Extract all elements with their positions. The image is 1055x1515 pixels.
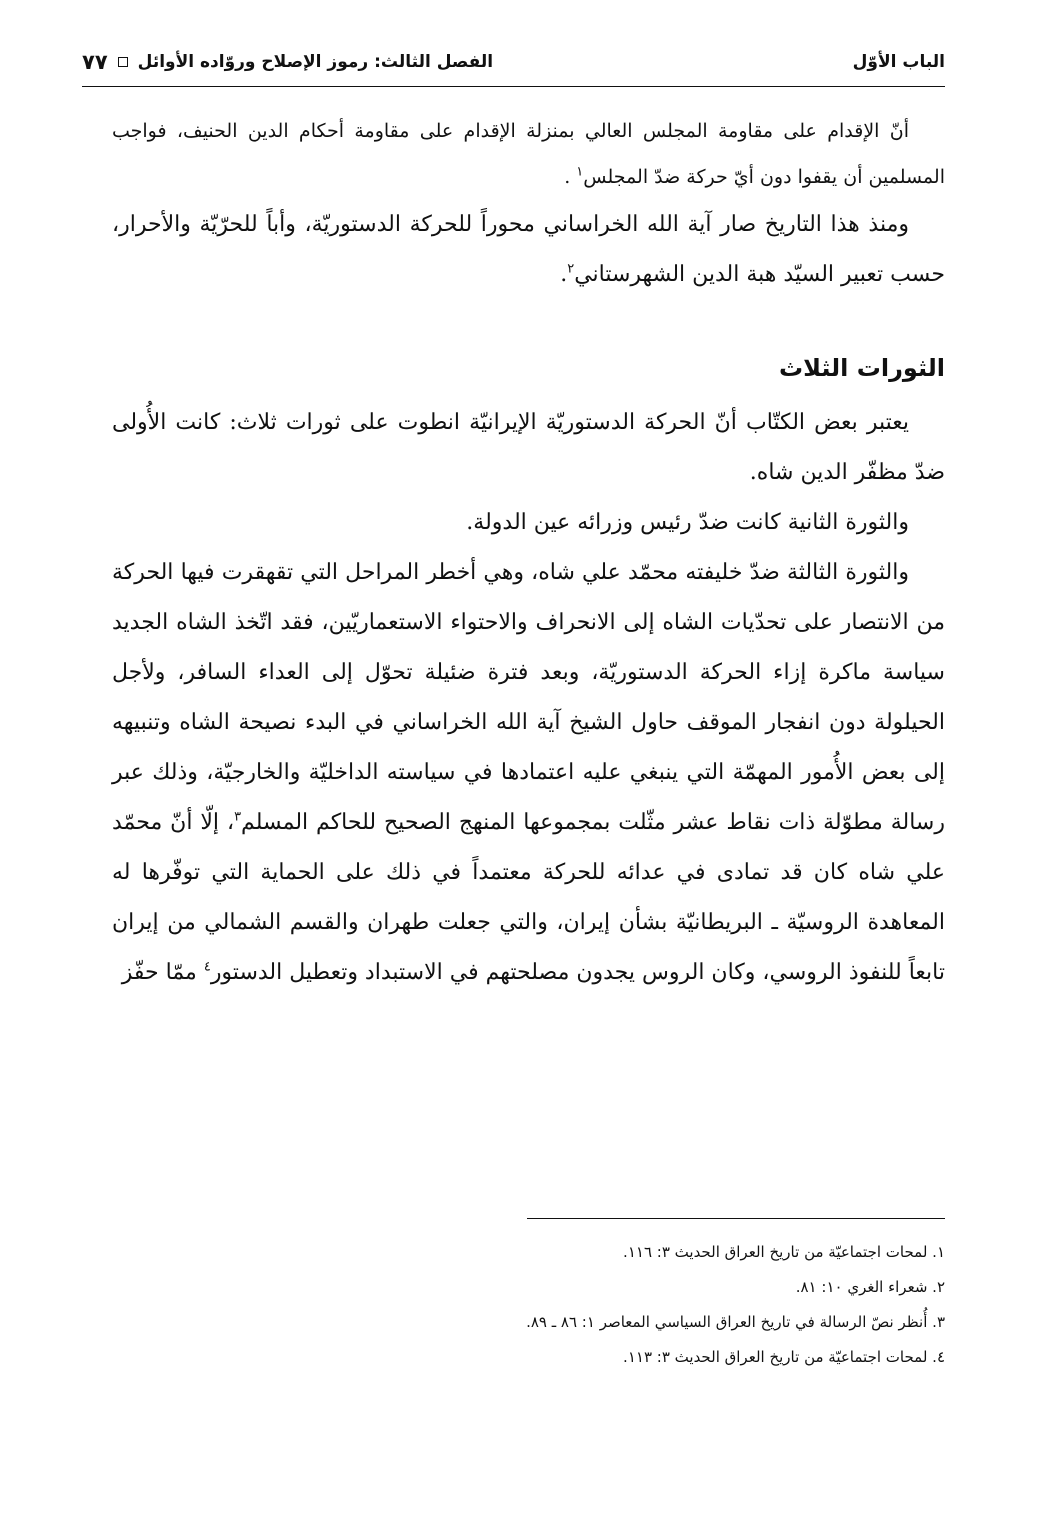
running-header (82, 44, 945, 80)
footnotes (300, 1235, 945, 1375)
main-text (112, 108, 945, 998)
paragraph-3: يعتبر بعض الكتّاب أنّ الحركة الدستوريّة الإيرانيّة انطوت على ثورات ثلاث: كانت الأُولى ضدّ مظفّر الدين شاه. (112, 410, 945, 485)
paragraph-5 (112, 548, 945, 998)
paragraph-2-end: . (560, 262, 568, 287)
page-number: ٧٧ (82, 50, 108, 74)
paragraph-1 (112, 108, 945, 200)
footnote-divider (527, 1218, 945, 1219)
footnote-3: ٣. أُنظر نصّ الرسالة في تاريخ العراق السياسي المعاصر ١: ٨٦ ـ ٨٩. (526, 1313, 945, 1331)
section-heading: الثورات الثلاث (779, 354, 945, 382)
footnote-ref-3: ٣ (234, 809, 242, 825)
part-title: الباب الأوّل (852, 52, 945, 72)
chapter-title: الفصل الثالث: رموز الإصلاح وروّاده الأوائل (137, 52, 494, 72)
footnote-2: ٢. شعراء الغري ١٠: ٨١. (795, 1278, 945, 1296)
paragraph-5-text-c: ممّا حفّز (121, 960, 204, 985)
header-chapter-group (82, 50, 493, 74)
paragraph-1-end: . (564, 166, 577, 188)
footnote-ref-2: ٢ (567, 261, 575, 277)
header-divider (82, 86, 945, 87)
paragraph-2-text: ومنذ هذا التاريخ صار آية الله الخراساني محوراً للحركة الدستوريّة، وأباً للحرّيّة والأحرار، حسب تعبير السيّد هبة الدين الشهرستاني (112, 212, 945, 287)
paragraph-1-text: أنّ الإقدام على مقاومة المجلس العالي بمنزلة الإقدام على مقاومة أحكام الدين الحنيف، فواجب المسلمين أن يقفوا دون أيّ حركة ضدّ المجلس (112, 120, 945, 188)
paragraph-2 (112, 200, 945, 300)
paragraph-4: والثورة الثانية كانت ضدّ رئيس وزرائه عين الدولة. (466, 510, 909, 535)
paragraph-5-text-a: والثورة الثالثة ضدّ خليفته محمّد علي شاه، وهي أخطر المراحل التي تقهقرت فيها الحركة من الانتصار على تحدّيات الشاه إلى الانحراف والاحتواء الاستعماريّين، فقد اتّخذ الشاه الجديد سياسة ماكرة إزاء الحركة الدستوريّة، وبعد فترة ضئيلة تحوّل إلى العداء السافر، ولأجل الحيلولة دون انفجار الموقف حاول الشيخ آية الله الخراساني في البدء نصيحة الشاه وتنبيهه إلى بعض الأُمور المهمّة التي ينبغي عليه اعتمادها في سياسته الداخليّة والخارجيّة، وذلك عبر رسالة مطوّلة ذات نقاط عشر مثّلت بمجموعها المنهج الصحيح للحاكم المسلم (112, 560, 946, 835)
footnote-ref-1: ١ (576, 164, 584, 180)
footnote-4: ٤. لمحات اجتماعيّة من تاريخ العراق الحديث ٣: ١١٣. (623, 1348, 945, 1366)
footnote-ref-4: ٤ (203, 959, 211, 975)
paragraph-5-text-b: ، إلّا أنّ محمّد علي شاه كان قد تمادى في عدائه للحركة معتمداً في ذلك على الحماية التي توفّرها له المعاهدة الروسيّة ـ البريطانيّة بشأن إيران، والتي جعلت طهران والقسم الشمالي من إيران تابعاً للنفوذ الروسي، وكان الروس يجدون مصلحتهم في الاستبداد وتعطيل الدستور (112, 810, 945, 985)
footnote-1: ١. لمحات اجتماعيّة من تاريخ العراق الحديث ٣: ١١٦. (623, 1243, 945, 1261)
square-separator-icon (118, 57, 128, 67)
